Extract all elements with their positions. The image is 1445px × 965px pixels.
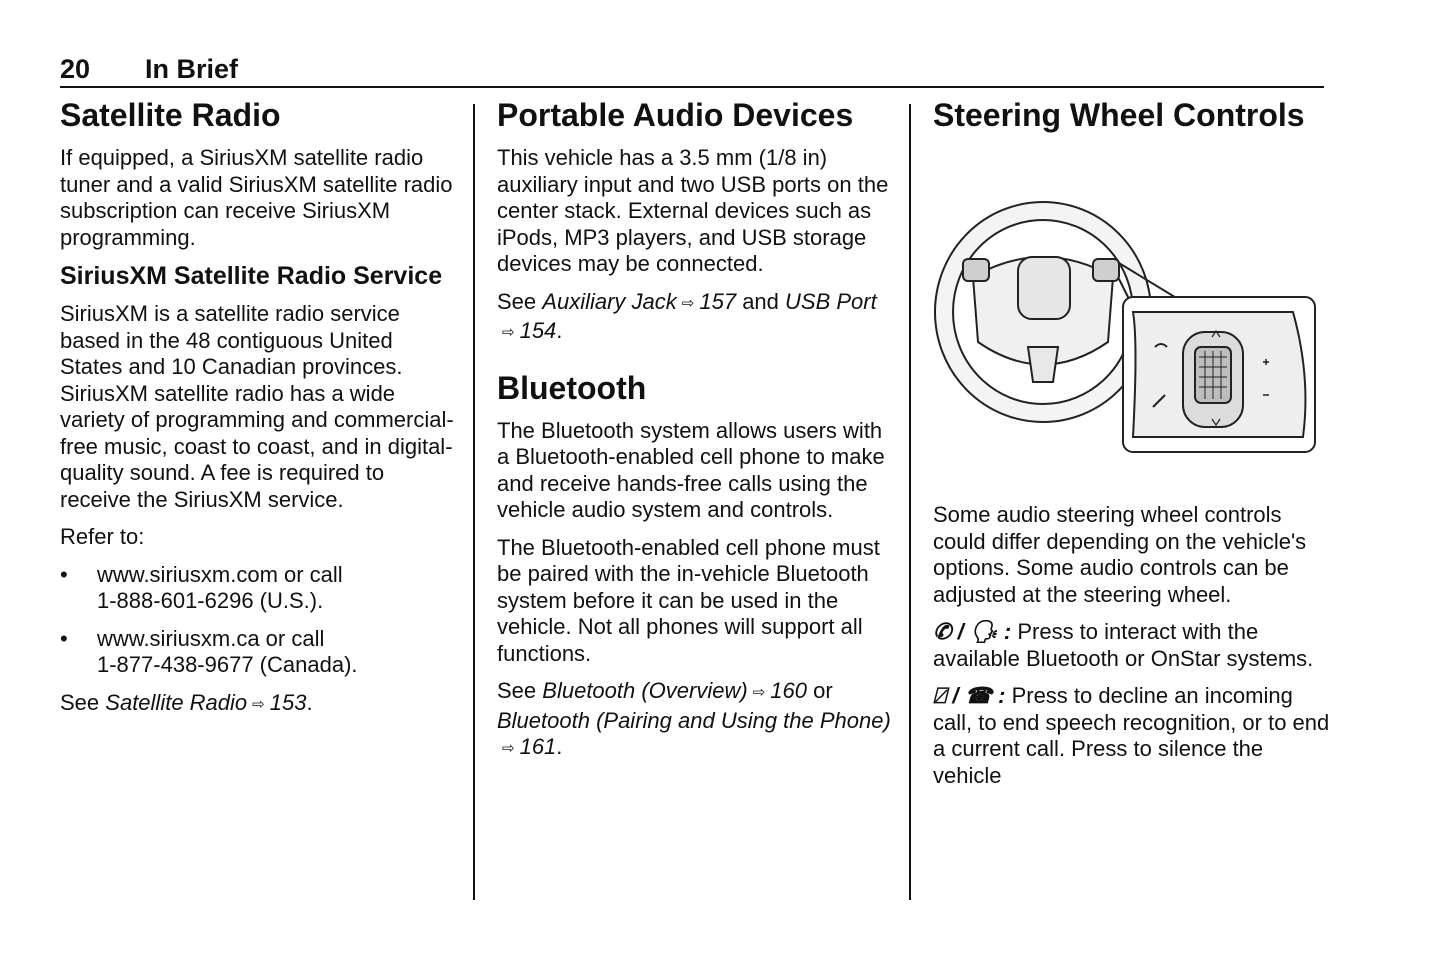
bluetooth-title: Bluetooth — [497, 369, 647, 406]
see-reference: See Auxiliary Jack ⇨ 157 and USB Port⇨ 154. — [497, 289, 897, 348]
contact-us-line: www.siriusxm.com or call — [97, 561, 343, 587]
cross-ref-link[interactable]: Bluetooth (Overview) — [542, 678, 748, 703]
portable-audio-title: Portable Audio Devices — [497, 97, 854, 133]
contact-list — [60, 562, 460, 679]
cross-ref-page[interactable]: 153 — [269, 689, 307, 715]
page-ref-arrow-icon: ⇨ — [252, 695, 265, 713]
bullet-icon: • — [60, 625, 68, 651]
cross-ref-link[interactable]: Satellite Radio — [105, 689, 248, 715]
cross-ref-page[interactable]: 161 — [519, 734, 557, 759]
cross-ref-link[interactable]: Auxiliary Jack — [542, 288, 677, 314]
steering-wheel-intro: Some audio steering wheel controls could differ depending on the vehicle's options. Some audio controls can be adjusted at the steering wheel. — [933, 502, 1307, 607]
bluetooth-body-1: The Bluetooth system allows users with a Bluetooth-enabled cell phone to make and receive hands-free calls using the vehicle audio system and controls. — [497, 417, 885, 522]
cross-ref-link[interactable]: USB Port — [785, 288, 877, 314]
hang-up-icon: ☎ — [964, 683, 992, 708]
page-ref-arrow-icon: ⇨ — [502, 324, 515, 341]
satellite-radio-intro: If equipped, a SiriusXM satellite radio tuner and a valid SiriusXM satellite radio subscription can receive SiriusXM programming. — [60, 145, 453, 250]
siriusxm-service-body: SiriusXM is a satellite radio service based in the 48 contiguous United States and 10 Canadian provinces. SiriusXM satellite radio has a wide variety of programming and commercial-free music, coast to coast, and in digital-quality sound. A fee is required to receive the SiriusXM service. — [60, 301, 454, 512]
see-reference: See Bluetooth (Overview) ⇨ 160 or Bluetooth (Pairing and Using the Phone)⇨ 161. — [497, 678, 897, 764]
steering-wheel-illustration — [933, 167, 1323, 477]
phone-icon: ✆ — [933, 619, 952, 644]
contact-ca-phone: 1-877-438-9677 (Canada). — [97, 652, 358, 677]
portable-audio-body: This vehicle has a 3.5 mm (1/8 in) auxiliary input and two USB ports on the center stack. External devices such as iPods, MP3 players, and USB storage devices may be connected. — [497, 145, 889, 276]
siriusxm-service-subtitle: SiriusXM Satellite Radio Service — [60, 262, 443, 290]
contact-us-phone: 1-888-601-6296 (U.S.). — [97, 588, 324, 613]
portable-audio-column — [497, 95, 897, 775]
satellite-radio-column — [60, 95, 460, 730]
list-item — [60, 562, 460, 615]
bluetooth-control-item: ✆ / 🗣︎ : Press to interact with the available Bluetooth or OnStar systems. — [933, 619, 1314, 671]
refer-to-label: Refer to: — [60, 524, 145, 549]
page-number: 20 — [60, 54, 91, 84]
decline-control-item: ⍁ / ☎ : Press to decline an incoming call, to end speech recognition, or to end a current call. Press to silence the vehicle — [933, 683, 1330, 788]
cross-ref-page[interactable]: 157 — [699, 288, 737, 314]
mute-icon: ⍁ — [933, 683, 947, 708]
page-ref-arrow-icon: ⇨ — [752, 684, 766, 701]
see-reference: See Satellite Radio ⇨ 153. — [60, 690, 460, 720]
cross-ref-page[interactable]: 160 — [770, 678, 807, 703]
bluetooth-body-2: The Bluetooth-enabled cell phone must be paired with the in-vehicle Bluetooth system before it can be used in the vehicle. Not all phones will support all functions. — [497, 534, 880, 666]
page-ref-arrow-icon: ⇨ — [502, 740, 515, 757]
cross-ref-link[interactable]: Bluetooth (Pairing and Using the Phone) — [497, 707, 891, 733]
steering-wheel-title: Steering Wheel Controls — [933, 97, 1305, 133]
bullet-icon: • — [60, 561, 68, 587]
contact-ca-line: www.siriusxm.ca or call — [97, 625, 325, 651]
page-ref-arrow-icon: ⇨ — [681, 294, 695, 312]
voice-icon: 🗣︎ — [969, 619, 998, 644]
column-divider — [909, 104, 911, 900]
steering-wheel-column — [933, 95, 1333, 800]
section-title: In Brief — [145, 54, 239, 84]
column-divider — [473, 104, 475, 900]
cross-ref-page[interactable]: 154 — [519, 318, 557, 343]
page-header — [60, 52, 1324, 88]
list-item — [60, 626, 460, 679]
satellite-radio-title: Satellite Radio — [60, 97, 281, 133]
